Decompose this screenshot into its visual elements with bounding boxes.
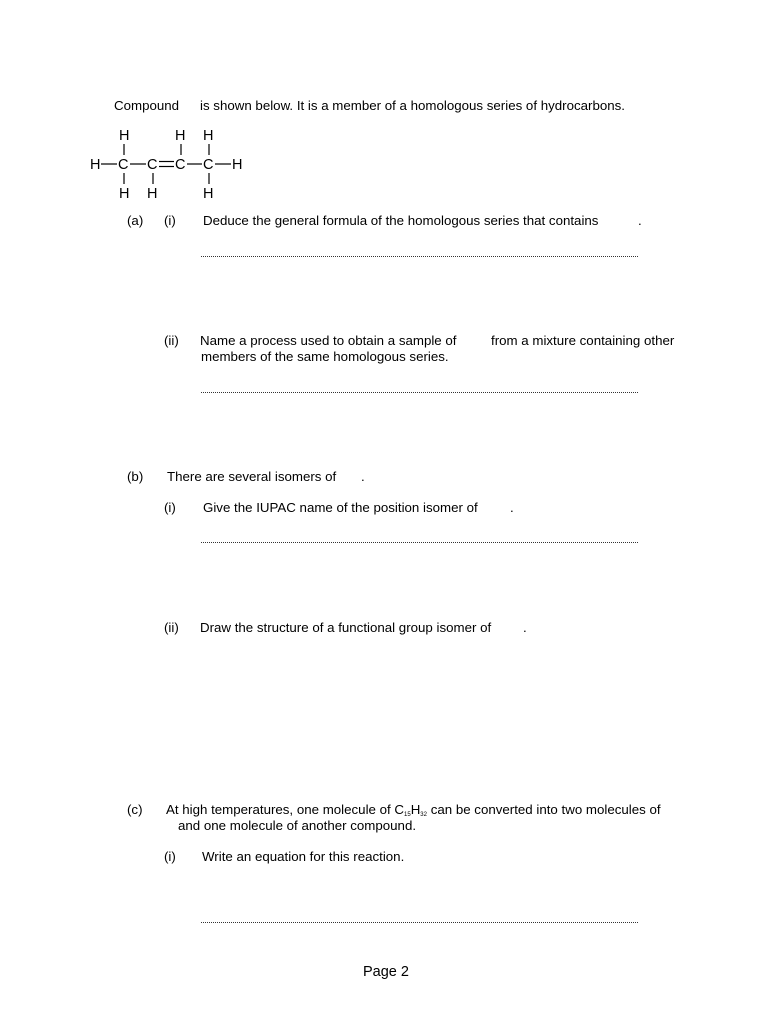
part-a-ii-text: Name a process used to obtain a sample of	[200, 333, 457, 348]
part-a-ii-label: (ii)	[164, 333, 179, 348]
part-b-ii-end: .	[523, 620, 527, 635]
part-c-i-label: (i)	[164, 849, 176, 864]
part-c-i-text: Write an equation for this reaction.	[202, 849, 405, 864]
atom-c3: C	[175, 157, 186, 173]
atom-c4: C	[203, 157, 214, 173]
part-b-text: There are several isomers of	[167, 469, 337, 484]
atom-c1: C	[118, 157, 129, 173]
h-top-1: H	[119, 128, 130, 144]
part-a-ii-text-after: from a mixture containing other	[491, 333, 675, 348]
structural-formula	[86, 124, 256, 204]
part-b-ii-label: (ii)	[164, 620, 179, 635]
answer-line-a-ii[interactable]	[201, 392, 638, 393]
atom-h-right: H	[232, 157, 243, 173]
atom-h-left: H	[90, 157, 101, 173]
intro-text: is shown below. It is a member of a homologous series of hydrocarbons.	[200, 98, 625, 113]
h-top-2: H	[175, 128, 186, 144]
intro-prefix: Compound	[114, 98, 180, 113]
part-a-i-text: Deduce the general formula of the homologous series that contains	[203, 213, 599, 228]
page-number: Page 2	[363, 964, 409, 980]
atom-c2: C	[147, 157, 158, 173]
part-b-label: (b)	[127, 469, 144, 484]
part-b-i-label: (i)	[164, 500, 176, 515]
answer-line-c-i[interactable]	[201, 922, 638, 923]
part-a-ii-line2: members of the same homologous series.	[201, 349, 449, 364]
part-c-label: (c)	[127, 802, 143, 817]
h-bottom-2: H	[147, 186, 158, 202]
part-b-i-text: Give the IUPAC name of the position isomer of	[203, 500, 478, 515]
h-top-3: H	[203, 128, 214, 144]
part-b-ii-text: Draw the structure of a functional group isomer of	[200, 620, 492, 635]
answer-line-b-i[interactable]	[201, 542, 638, 543]
h-bottom-1: H	[119, 186, 130, 202]
part-a-i-label: (i)	[164, 213, 176, 228]
h-bottom-3: H	[203, 186, 214, 202]
part-a-i-end: .	[638, 213, 642, 228]
answer-line-a-i[interactable]	[201, 256, 638, 257]
part-c-line2: and one molecule of another compound.	[178, 818, 417, 833]
part-b-end: .	[361, 469, 365, 484]
part-c-text: At high temperatures, one molecule of $C_{15}H_{32}$ can be converted into two molecules of	[166, 802, 661, 818]
part-b-i-end: .	[510, 500, 514, 515]
part-a-label: (a)	[127, 213, 144, 228]
